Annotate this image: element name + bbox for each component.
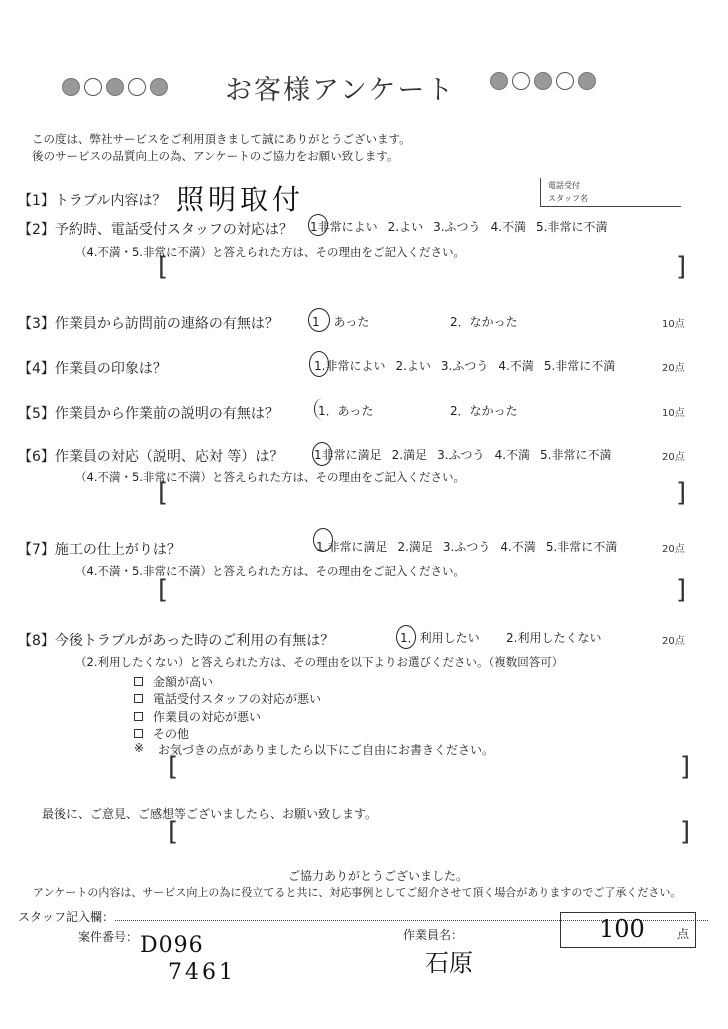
q8-option-2[interactable]: 2.利用したくない xyxy=(506,631,602,645)
filled-circle-icon xyxy=(106,78,124,96)
q8-note-field-right: ] xyxy=(680,752,691,782)
q8-check-label: その他 xyxy=(153,727,190,741)
score-unit: 点 xyxy=(676,927,689,941)
closing-field-left[interactable]: [ xyxy=(168,817,179,847)
q5-option-1[interactable] xyxy=(318,402,374,419)
q7-label: 【7】施工の仕上がりは？ xyxy=(18,542,181,558)
filled-circle-icon xyxy=(578,72,596,90)
q7-options xyxy=(316,538,617,555)
q4-option-3[interactable]: 3.ふつう xyxy=(440,359,489,373)
checkbox-icon xyxy=(134,729,143,738)
checkbox-icon xyxy=(134,694,143,703)
q2-option-2[interactable]: 2.よい xyxy=(387,220,424,234)
q4-option-2[interactable]: 2.よい xyxy=(395,359,431,373)
q3-label: 【3】作業員から訪問前の連絡の有無は？ xyxy=(18,316,279,332)
left-circle-row xyxy=(62,78,168,96)
q6-label: 【6】作業員の対応（説明、応対 等）は？ xyxy=(18,449,284,465)
q5-label: 【5】作業員から作業前の説明の有無は？ xyxy=(18,406,279,422)
q8-note-field-left[interactable]: [ xyxy=(168,752,179,782)
q6-options xyxy=(314,446,611,463)
filled-circle-icon xyxy=(534,72,552,90)
q7-option-1[interactable] xyxy=(316,538,387,555)
score-box[interactable] xyxy=(560,912,696,948)
closing-disclaimer: アンケートの内容は、サービス向上の為に役立てると共に、対応事例としてご紹介させて頂く場合がありますのでご了承ください。 xyxy=(33,886,682,899)
selected-circle-icon xyxy=(313,528,333,552)
q8-reason-text: （2.利用したくない）と答えられた方は、その理由を以下よりお選びください。（複数回答可） xyxy=(75,655,564,669)
selected-circle-icon xyxy=(308,214,328,236)
open-circle-icon xyxy=(84,78,102,96)
q6-option-1[interactable] xyxy=(314,446,382,463)
q7-option-5[interactable]: 5.非常に不満 xyxy=(545,540,618,554)
q1-answer-handwritten: 照明取付 xyxy=(176,183,305,216)
q3-option-1-label: あった xyxy=(333,315,370,329)
q8-points: 20点 xyxy=(662,636,685,647)
open-circle-icon xyxy=(512,72,530,90)
q7-option-2[interactable]: 2.満足 xyxy=(397,540,433,554)
q2-reason-field-right: ] xyxy=(676,252,687,282)
filled-circle-icon xyxy=(490,72,508,90)
note-mark: ※ xyxy=(134,741,145,755)
checkbox-icon xyxy=(134,712,143,721)
q4-options xyxy=(314,357,615,374)
q6-option-4[interactable]: 4.不満 xyxy=(494,448,531,462)
q7-points: 20点 xyxy=(662,544,685,555)
q2-option-1[interactable] xyxy=(310,218,378,235)
intro-line-1: この度は、弊社サービスをご利用頂きまして誠にありがとうございます。 xyxy=(32,132,411,146)
case-number-line-1: D096 xyxy=(140,933,204,958)
q7-option-1-label: 1.非常に満足 xyxy=(316,540,388,554)
intro-line-2: 後のサービスの品質向上の為、アンケートのご協力をお願い致します。 xyxy=(32,149,399,163)
selected-check-icon xyxy=(314,398,331,420)
q3-option-2[interactable]: 2．なかった xyxy=(450,315,518,329)
q7-reason-field-right: ] xyxy=(676,575,687,605)
q6-points: 20点 xyxy=(662,452,685,463)
q6-option-2[interactable]: 2.満足 xyxy=(391,448,428,462)
right-circle-row xyxy=(490,72,596,90)
q8-option-1-label: 1．利用したい xyxy=(400,631,480,645)
q6-reason-field-right: ] xyxy=(676,478,687,508)
q2-option-1-label: 非常によい xyxy=(317,220,378,234)
q8-check-price[interactable] xyxy=(134,673,213,690)
q7-reason-field-left[interactable]: [ xyxy=(158,575,169,605)
staff-section-label: スタッフ記入欄： xyxy=(18,910,115,924)
q7-reason-text: （4.不満・5.非常に不満）と答えられた方は、その理由をご記入ください。 xyxy=(75,564,465,578)
q1-label: 【1】トラブル内容は？ xyxy=(18,193,167,209)
q5-option-2[interactable]: 2．なかった xyxy=(450,404,518,418)
q2-reason-field-left[interactable]: [ xyxy=(158,252,169,282)
q7-option-4[interactable]: 4.不満 xyxy=(500,540,536,554)
q4-option-1[interactable] xyxy=(314,357,385,374)
q2-label: 【2】予約時、電話受付スタッフの対応は？ xyxy=(18,222,293,238)
q8-check-other[interactable] xyxy=(134,725,189,742)
q4-option-4[interactable]: 4.不満 xyxy=(498,359,534,373)
q8-check-worker[interactable] xyxy=(134,708,261,725)
q4-label: 【4】作業員の印象は？ xyxy=(18,361,167,377)
q7-option-3[interactable]: 3.ふつう xyxy=(442,540,491,554)
worker-signature: 石原 xyxy=(425,949,473,977)
selected-circle-icon xyxy=(312,442,332,466)
q3-option-1[interactable] xyxy=(312,313,369,330)
selected-circle-icon xyxy=(396,625,416,649)
q2-option-5[interactable]: 5.非常に不満 xyxy=(536,220,608,234)
q5-points: 10点 xyxy=(662,408,685,419)
page-title: お客様アンケート xyxy=(225,75,456,106)
open-circle-icon xyxy=(128,78,146,96)
q4-option-1-label: 1.非常によい xyxy=(314,359,386,373)
q6-reason-text: （4.不満・5.非常に不満）と答えられた方は、その理由をご記入ください。 xyxy=(75,470,465,484)
closing-field-right: ] xyxy=(680,817,691,847)
q8-check-label: 電話受付スタッフの対応が悪い xyxy=(153,692,322,706)
q1-staff-label-2: スタッフ名 xyxy=(548,194,588,203)
q2-reason-text: （4.不満・5.非常に不満）と答えられた方は、その理由をご記入ください。 xyxy=(75,245,465,259)
case-number-label: 案件番号： xyxy=(78,930,139,944)
case-number-line-2: 7461 xyxy=(168,960,236,985)
q8-check-phone-staff[interactable] xyxy=(134,690,321,707)
filled-circle-icon xyxy=(62,78,80,96)
q4-points: 20点 xyxy=(662,363,685,374)
q8-note-text: お気づきの点がありましたら以下にご自由にお書きください。 xyxy=(158,743,495,757)
q2-mark: 1 xyxy=(310,220,318,234)
checkbox-icon xyxy=(134,677,143,686)
closing-request: 最後に、ご意見、ご感想等ございましたら、お願い致します。 xyxy=(42,807,378,821)
selected-circle-icon xyxy=(309,351,329,377)
q3-mark: 1 xyxy=(312,315,320,329)
worker-name-label: 作業員名： xyxy=(403,928,464,942)
staff-name-box[interactable] xyxy=(540,178,681,207)
q8-check-label: 金額が高い xyxy=(153,675,214,689)
score-value: 100 xyxy=(599,915,645,943)
q2-options xyxy=(310,218,607,235)
q8-option-1[interactable] xyxy=(400,629,480,646)
q2-option-4[interactable]: 4.不満 xyxy=(490,220,527,234)
q5-option-1-label: 1．あった xyxy=(318,404,374,418)
closing-thanks: ご協力ありがとうございました。 xyxy=(288,869,469,883)
selected-circle-icon xyxy=(308,308,330,332)
filled-circle-icon xyxy=(150,78,168,96)
q6-mark: 1 xyxy=(314,448,322,462)
q4-option-5[interactable]: 5.非常に不満 xyxy=(543,359,616,373)
q6-option-5[interactable]: 5.非常に不満 xyxy=(540,448,612,462)
q2-option-3[interactable]: 3.ふつう xyxy=(433,220,481,234)
q1-staff-label-1: 電話受付 xyxy=(548,181,580,190)
q6-reason-field-left[interactable]: [ xyxy=(158,478,169,508)
q6-option-1-label: 非常に満足 xyxy=(321,448,382,462)
q8-check-label: 作業員の対応が悪い xyxy=(153,710,262,724)
open-circle-icon xyxy=(556,72,574,90)
q8-label: 【8】今後トラブルがあった時のご利用の有無は？ xyxy=(18,633,335,649)
q6-option-3[interactable]: 3.ふつう xyxy=(437,448,485,462)
q3-points: 10点 xyxy=(662,319,685,330)
